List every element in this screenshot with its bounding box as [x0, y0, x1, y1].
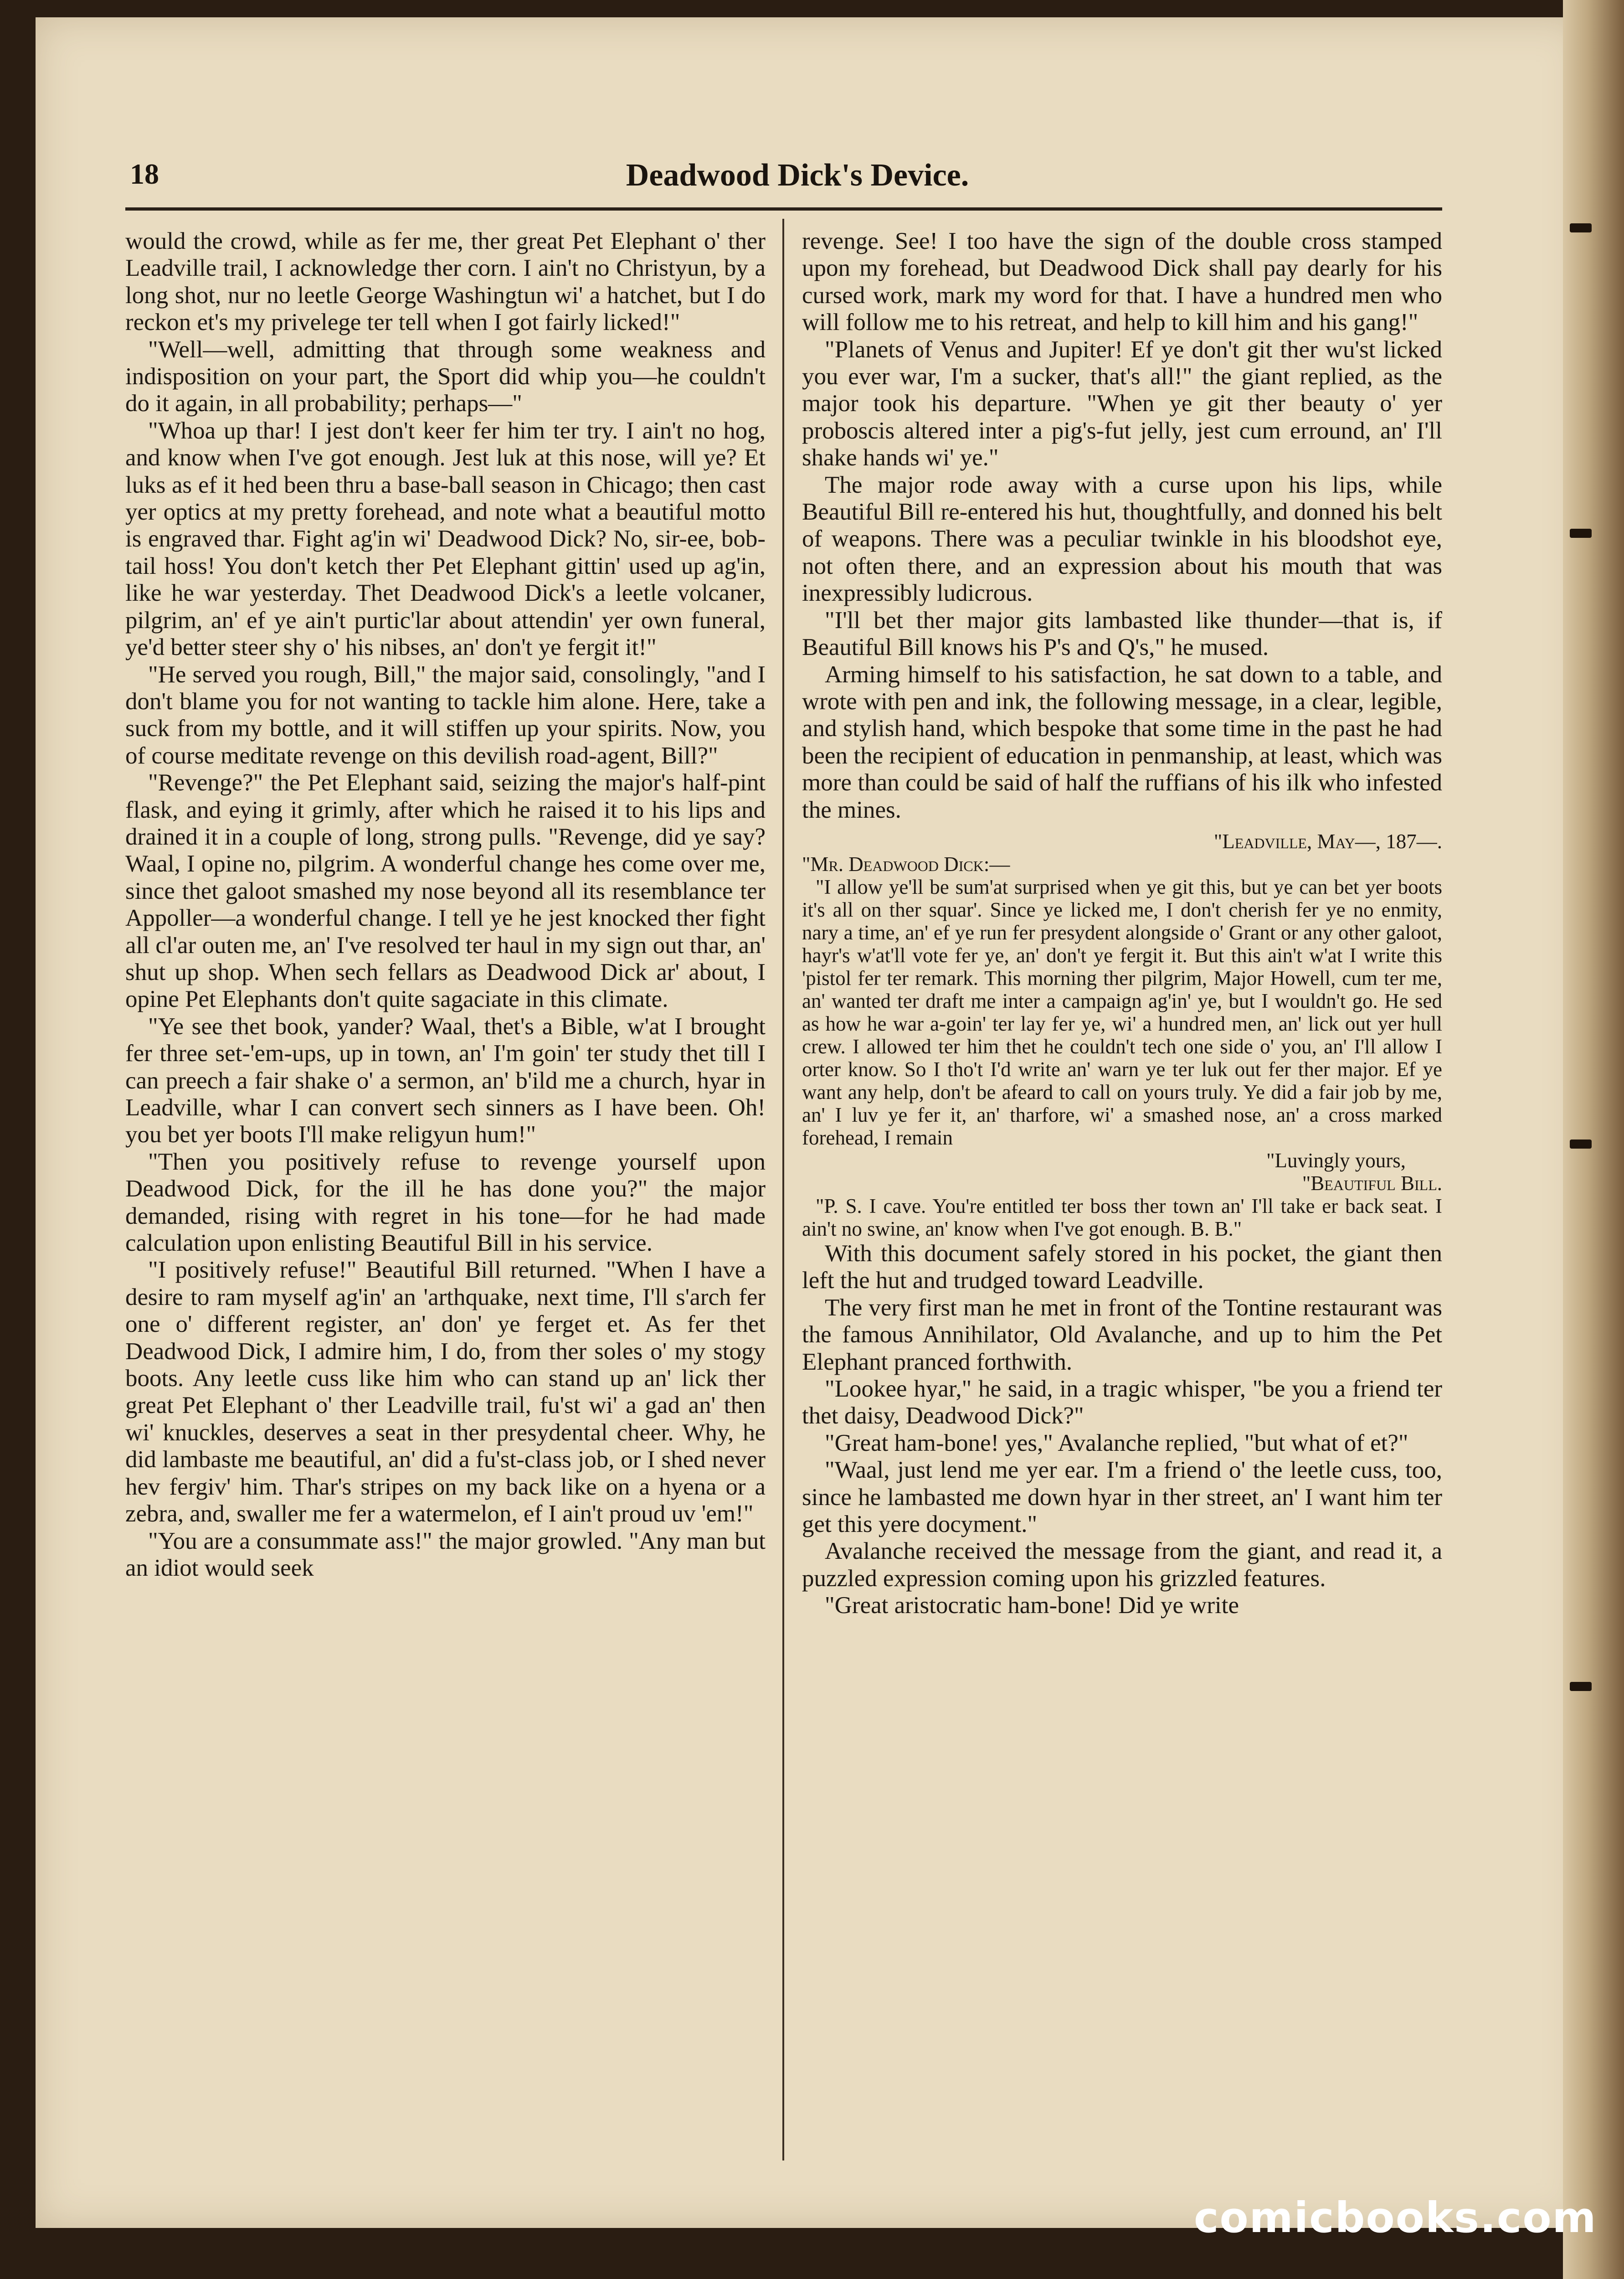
letter-signature: "Beautiful Bill. — [1302, 1171, 1442, 1195]
paragraph: "Well—well, admitting that through some weakness and indisposition on your part, the Sport did whip you—he couldn't do it again, in all probability; perhaps—" — [125, 336, 766, 417]
paragraph: "Waal, just lend me yer ear. I'm a friend o' the leetle cuss, too, since he lambasted me down hyar in ther street, an' I want him ter get this yere docyment." — [802, 1457, 1442, 1537]
paragraph: "Revenge?" the Pet Elephant said, seizing the major's half-pint flask, and eying it grimly, after which he raised it to his lips and drained it in a couple of long, strong pulls. "Revenge, did ye say? Waal, I opine no, pilgrim. A wonderful change hes come over me, since thet galoot smashed my nose beyond all its resemblance ter Appoller—a wonderful change. I tell ye he jest knocked ther fight all cl'ar outen me, an' I've resolved ter haul in my sign out thar, an' shut up shop. When sech fellars as Deadwood Dick ar' about, I opine Pet Elephants don't quite sagaciate in this climate. — [125, 769, 766, 1013]
binding-staple — [1570, 223, 1592, 232]
paragraph: "Ye see thet book, yander? Waal, thet's a Bible, w'at I brought fer three set-'em-ups, up in town, an' I'm goin' ter study thet till I can preech a fair shake o' a sermon, an' b'ild me a church, hyar in Leadville, whar I can convert sech sinners as I have been. Oh! you bet yer boots I'll make religyun hum!" — [125, 1013, 766, 1148]
paragraph: "Whoa up thar! I jest don't keer fer him ter try. I ain't no hog, and know when I've got enough. Jest luk at this nose, will ye? Et luks as ef it hed been thru a base-ball season in Chicago; then cast yer optics at my pretty forehead, and note what a beautiful motto is engraved thar. Fight ag'in wi' Deadwood Dick? No, sir-ee, bob-tail hoss! You don't ketch ther Pet Elephant gittin' used up ag'in, like he war yesterday. Thet Deadwood Dick's a leetle volcaner, pilgrim, an' ef ye ain't purtic'lar about attendin' yer own funeral, ye'd better steer shy o' his nibses, an' don't ye fergit it!" — [125, 417, 766, 661]
paragraph: "He served you rough, Bill," the major said, consolingly, "and I don't blame you for not wanting to tackle him alone. Here, take a suck from my bottle, and it will stiffen up your spirits. Now, you of course meditate revenge on this devilish road-agent, Bill?" — [125, 661, 766, 769]
binding-staple — [1570, 1140, 1592, 1149]
letter-salutation: "Mr. Deadwood Dick:— — [802, 852, 1010, 876]
paragraph: "Great aristocratic ham-bone! Did ye write — [825, 1592, 1239, 1619]
header-rule — [125, 207, 1442, 211]
paragraph: "Planets of Venus and Jupiter! Ef ye don't git ther wu'st licked you ever war, I'm a sucker, that's all!" the giant replied, as the major took his departure. "When ye git ther beauty o' yer proboscis altered inter a pig's-fut jelly, jest cum erround, an' I'll shake hands wi' ye." — [802, 336, 1442, 471]
paragraph: would the crowd, while as fer me, ther great Pet Elephant o' ther Leadville trail, I acknowledge ther corn. I ain't no Christyun, by a long shot, nur no leetle George Washingtun wi' a hatchet, but I do reckon et's my privelege ter tell when I got fairly licked!" — [125, 228, 766, 336]
binding-staple — [1570, 529, 1592, 538]
paragraph: With this document safely stored in his pocket, the giant then left the hut and trudged toward Leadville. — [802, 1240, 1442, 1294]
paragraph: The very first man he met in front of the Tontine restaurant was the famous Annihilator, Old Avalanche, and up to him the Pet Elephant pranced forthwith. — [802, 1294, 1442, 1375]
binding-staple — [1570, 1682, 1592, 1691]
paragraph: Arming himself to his satisfaction, he sat down to a table, and wrote with pen and ink, the following message, in a clear, legible, and stylish hand, which bespoke that some time in the past he had been the recipient of education in penmanship, at least, which was more than could be said of half the ruffians of his ilk who infested the mines. — [802, 661, 1442, 823]
page-number: 18 — [130, 158, 159, 190]
watermark-logo: comicbooks.com — [1194, 2193, 1597, 2242]
paragraph: "I'll bet ther major gits lambasted like thunder—that is, if Beautiful Bill knows his P's and Q's," he mused. — [802, 607, 1442, 661]
right-column — [802, 228, 1442, 2170]
letter-dateline: "Leadville, May—, 187—. — [1213, 830, 1442, 853]
letter-closing: "Luvingly yours, — [1266, 1149, 1406, 1172]
letter-block — [802, 830, 1442, 1240]
paragraph: "Great ham-bone! yes," Avalanche replied, "but what of et?" — [825, 1429, 1408, 1456]
paragraph: "Then you positively refuse to revenge yourself upon Deadwood Dick, for the ill he has done you?" the major demanded, rising with regret in his tone—for he had made calculation upon enlisting Beautiful Bill in his service. — [125, 1148, 766, 1257]
paragraph: The major rode away with a curse upon his lips, while Beautiful Bill re-entered his hut, thoughtfully, and donned his belt of weapons. There was a peculiar twinkle in his bloodshot eye, not often there, and an expression about his mouth that was inexpressibly ludicrous. — [802, 471, 1442, 607]
column-divider — [782, 219, 784, 2160]
letter-body: "I allow ye'll be sum'at surprised when ye git this, but ye can bet yer boots it's all on ther squar'. Since ye licked me, I don't cherish fer ye no enmity, nary a time, an' ef ye run fer presydent alongside o' Grant or any other galoot, hayr's w'at'll vote fer ye, an' don't ye fergit it. But this ain't w'at I write this 'pistol fer ter remark. This morning ther pilgrim, Major Howell, cum ter me, an' wanted ter draft me inter a campaign ag'in' ye, but I wouldn't go. He sed as how he war a-goin' ter lay fer ye, wi' a hundred men, an' lick out yer hull crew. I allowed ter him thet he couldn't tech one side o' you, an' I'll allow I orter know. So I tho't I'd write an' warn ye ter luk out fer ther major. Ef ye want any help, don't be afeard to call on yours truly. Ye did a fair job by me, an' I luv ye fer it, an' tharfore, wi' a smashed nose, an' a cross marked forehead, I remain — [802, 875, 1442, 1149]
paragraph: revenge. See! I too have the sign of the double cross stamped upon my forehead, but Deadwood Dick shall pay dearly for his cursed work, mark my word for that. I have a hundred men who will follow me to his retreat, and help to kill him and his gang!" — [802, 228, 1442, 336]
paragraph: "I positively refuse!" Beautiful Bill returned. "When I have a desire to ram myself ag'in' an 'arthquake, next time, I'll s'arch fer one o' different register, an' don' ye ferget et. As fer thet Deadwood Dick, I admire him, I do, from ther soles o' my stogy boots. Any leetle cuss like him who can stand up an' lick ther great Pet Elephant o' ther Leadville trail, fu'st wi' a gad an' then wi' knuckles, deserves a seat in ther presydental cheer. Why, he did lambaste me beautiful, an' did a fu'st-class job, or I shed never hev fergiv' him. Thar's stripes on my back like on a hyena or a zebra, and, swaller me fer a watermelon, ef I ain't proud uv 'em!" — [125, 1257, 766, 1527]
paragraph: "You are a consummate ass!" the major growled. "Any man but an idiot would seek — [125, 1527, 766, 1581]
letter-postscript: "P. S. I cave. You're entitled ter boss ther town an' I'll take er back seat. I ain't no swine, an' know when I've got enough. B. B." — [802, 1194, 1442, 1240]
running-title: Deadwood Dick's Device. — [626, 158, 969, 193]
paragraph: Avalanche received the message from the giant, and read it, a puzzled expression coming upon his grizzled features. — [802, 1538, 1442, 1592]
paragraph: "Lookee hyar," he said, in a tragic whisper, "be you a friend ter thet daisy, Deadwood Dick?" — [802, 1375, 1442, 1429]
left-column — [125, 228, 766, 2170]
